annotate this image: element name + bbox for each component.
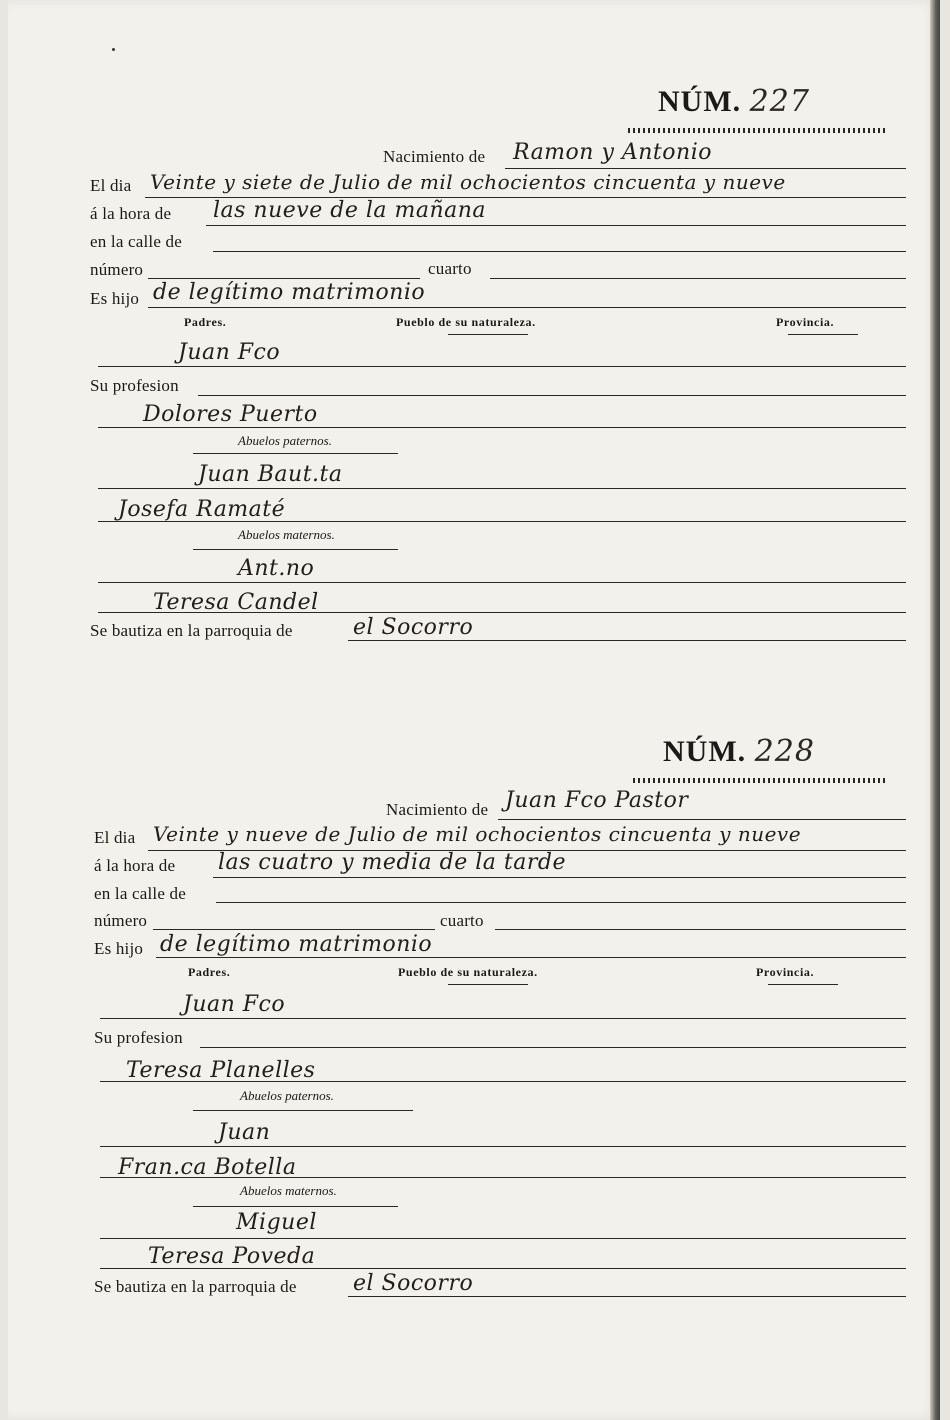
rule [206,225,906,226]
short-rule [193,453,398,454]
paternal-grandfather: Juan [218,1120,271,1145]
rule [100,1268,906,1269]
abuelos-paternos-label: Abuelos paternos. [238,433,332,448]
record-number [658,84,810,119]
maternal-grandmother: Teresa Candel [153,590,319,615]
book-spine [930,0,940,1420]
parish-name: el Socorro [353,615,474,640]
father-name: Juan Fco [183,992,286,1017]
parroquia-label: Se bautiza en la parroquia de [94,1277,297,1296]
father-name: Juan Fco [178,340,281,365]
rule [498,819,906,820]
rule [100,1177,906,1178]
rule [148,278,420,279]
ink-speck [112,48,115,51]
abuelos-maternos-label: Abuelos maternos. [240,1183,337,1198]
paternal-grandfather: Juan Baut.ta [198,462,343,487]
paternal-grandmother: Fran.ca Botella [118,1155,297,1180]
child-name: Ramon y Antonio [513,140,712,165]
hora-label: á la hora de [90,204,172,223]
cuarto-label: cuarto [440,911,484,930]
short-rule [448,334,528,335]
register-page [8,0,940,1420]
mother-name: Teresa Planelles [126,1058,316,1083]
rule [348,640,906,641]
nacimiento-label: Nacimiento de [383,147,486,166]
birth-hour: las nueve de la mañana [213,198,487,223]
hijo-value: de legítimo matrimonio [160,932,433,957]
abuelos-paternos-label: Abuelos paternos. [240,1088,334,1103]
hora-label: á la hora de [94,856,176,875]
short-rule [788,334,858,335]
abuelos-maternos-label: Abuelos maternos. [238,527,335,542]
padres-heading: Padres. [188,965,231,979]
pueblo-heading: Pueblo de su naturaleza. [396,315,536,329]
num-label: NÚM. [658,85,742,118]
rule [348,1296,906,1297]
ornamental-rule [633,778,888,783]
pueblo-heading: Pueblo de su naturaleza. [398,965,538,979]
maternal-grandfather: Ant.no [238,556,315,581]
rule [156,957,906,958]
rule [505,168,906,169]
record-number [663,734,815,769]
rule [216,902,906,903]
cuarto-label: cuarto [428,259,472,278]
rule [213,877,906,878]
dia-label: El dia [90,176,132,195]
rule [213,251,906,252]
maternal-grandfather: Miguel [236,1210,317,1235]
rule [98,427,906,428]
parish-name: el Socorro [353,1271,474,1296]
paternal-grandmother: Josefa Ramaté [118,497,286,522]
maternal-grandmother: Teresa Poveda [148,1244,316,1269]
birth-date: Veinte y siete de Julio de mil ochocientos cincuenta y nueve [150,170,786,194]
hijo-label: Es hijo [90,289,140,308]
nacimiento-label: Nacimiento de [386,800,489,819]
rule [490,278,906,279]
rule [100,1018,906,1019]
rule [98,582,906,583]
short-rule [448,984,528,985]
profesion-label: Su profesion [94,1028,183,1047]
rule [198,395,906,396]
child-name: Juan Fco Pastor [505,788,689,813]
provincia-heading: Provincia. [776,315,835,329]
parroquia-label: Se bautiza en la parroquia de [90,621,293,640]
rule [495,929,906,930]
hijo-label: Es hijo [94,939,144,958]
mother-name: Dolores Puerto [143,402,318,427]
birth-hour: las cuatro y media de la tarde [218,850,566,875]
calle-label: en la calle de [90,232,182,251]
rule [100,1238,906,1239]
padres-heading: Padres. [184,315,227,329]
rule [200,1047,906,1048]
num-value: 228 [754,734,815,769]
short-rule [193,549,398,550]
numero-label: número [90,260,144,279]
ornamental-rule [628,128,886,133]
rule [98,366,906,367]
calle-label: en la calle de [94,884,186,903]
provincia-heading: Provincia. [756,965,815,979]
profesion-label: Su profesion [90,376,179,395]
rule [98,521,906,522]
rule [98,612,906,613]
hijo-value: de legítimo matrimonio [153,280,426,305]
numero-label: número [94,911,148,930]
rule [98,488,906,489]
short-rule [193,1206,398,1207]
rule [153,929,435,930]
num-label: NÚM. [663,735,747,768]
short-rule [768,984,838,985]
num-value: 227 [749,84,810,119]
rule [100,1081,906,1082]
birth-date: Veinte y nueve de Julio de mil ochocientos cincuenta y nueve [153,822,802,846]
short-rule [193,1110,413,1111]
rule [100,1146,906,1147]
dia-label: El dia [94,828,136,847]
rule [148,307,906,308]
